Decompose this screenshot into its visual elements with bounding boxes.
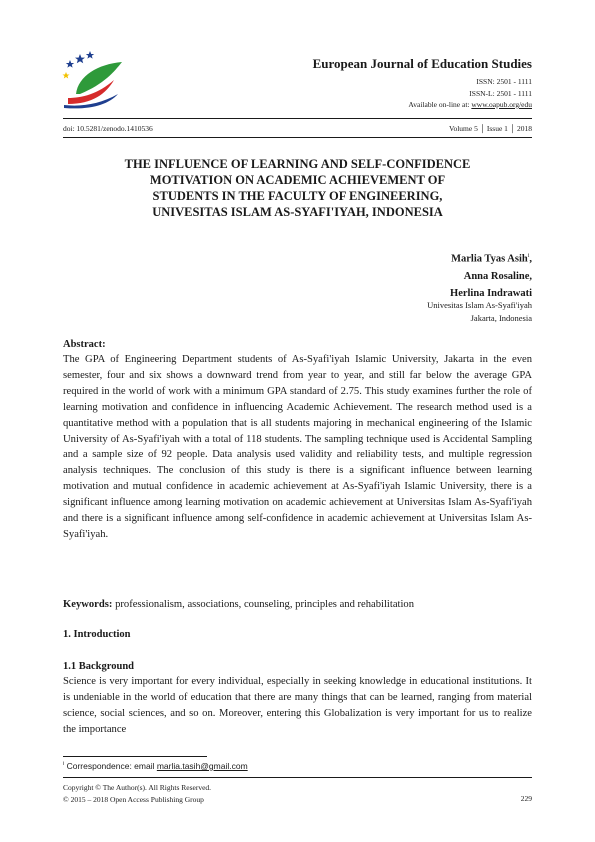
logo-star bbox=[86, 51, 94, 59]
footnote-marker: i bbox=[527, 253, 530, 259]
volume-issue: Volume 5 │ Issue 1 │ 2018 bbox=[449, 124, 532, 133]
footer-rule bbox=[63, 777, 532, 778]
keywords bbox=[63, 597, 532, 612]
meta-rule bbox=[63, 137, 532, 138]
intro-heading: 1. Introduction bbox=[63, 629, 131, 640]
logo-green-leaf bbox=[76, 62, 122, 94]
footnote-rule bbox=[63, 756, 207, 757]
title-line: STUDENTS IN THE FACULTY OF ENGINEERING, bbox=[152, 189, 443, 203]
footer bbox=[63, 782, 532, 806]
footnote-marker: i bbox=[63, 761, 65, 768]
issn-l: ISSN-L: 2501 - 1111 bbox=[469, 88, 532, 98]
title-line: UNIVESITAS ISLAM AS-SYAFI'IYAH, INDONESIA bbox=[152, 205, 443, 219]
author-1 bbox=[450, 248, 532, 268]
title-line: THE INFLUENCE OF LEARNING AND SELF-CONFIDENCE bbox=[124, 157, 471, 171]
author-2: Anna Rosaline, bbox=[463, 270, 532, 282]
footnote bbox=[63, 761, 248, 771]
copyright: Copyright © The Author(s). All Rights Reserved. bbox=[63, 783, 212, 792]
journal-title: European Journal of Education Studies bbox=[312, 56, 532, 71]
affiliation bbox=[427, 299, 532, 325]
online-prefix: Available on-line at: bbox=[408, 100, 472, 109]
online-availability bbox=[313, 99, 532, 111]
author-1-name: Marlia Tyas Asih bbox=[451, 253, 528, 265]
logo-star bbox=[66, 60, 74, 68]
background-text: Science is very important for every individual, especially in seeking knowledge in educational institutions. It is undeniable in the world of education that there are many things that can be learned, ranging from material science, social sciences, and so on. Moreover, entering this Globalization is very important for us to realize the importance bbox=[63, 676, 532, 735]
affiliation-institution: Univesitas Islam As-Syafi'iyah bbox=[427, 300, 532, 310]
logo-star bbox=[63, 72, 70, 79]
logo-star bbox=[75, 54, 85, 63]
title-line: MOTIVATION ON ACADEMIC ACHIEVEMENT OF bbox=[149, 173, 446, 187]
abstract-section bbox=[63, 337, 532, 543]
background-section bbox=[63, 659, 532, 738]
journal-header bbox=[313, 56, 532, 111]
doi: doi: 10.5281/zenodo.1410536 bbox=[63, 124, 153, 133]
article-meta bbox=[63, 124, 532, 133]
footnote-prefix: Correspondence: email bbox=[64, 761, 157, 771]
author-list bbox=[450, 248, 532, 302]
journal-url-link[interactable]: www.oapub.org/edu bbox=[471, 100, 532, 109]
keywords-label: Keywords: bbox=[63, 599, 113, 610]
header-rule bbox=[63, 118, 532, 119]
abstract-text: The GPA of Engineering Department students of As-Syafi'iyah Islamic University, Jakarta in the even semester, four and six shows a downward trend from year to year, and still far below the average GPA required in the world of work with a minimum GPA standard of 2.75. This study examines further the role of learning motivation and confidence in influencing Academic Achievement. The research method used is a quantitative method with a population that is all students majoring in mechanical engineering of the Islamic University of As-Syafi'iyah with a total of 118 students. The sampling technique used is Accidental Sampling and a sample size of 92 people. Data analysis used validity and reliability tests, and multiple regression analysis techniques. The conclusion of this study is there is a significant influence between learning motivation and mutual confidence in academic achievement at As-Syafi'iyah Islamic University, there is a significant influence among learning motivation on academic achievement at Universitas Islam As-Syafi'iyah and there is a significant influence among self-confidence in academic achievement at Universitas Islam As-Syafi'iyah. bbox=[63, 354, 532, 540]
affiliation-location: Jakarta, Indonesia bbox=[470, 313, 532, 323]
author-separator: , bbox=[529, 253, 532, 265]
email-link[interactable]: marlia.tasih@gmail.com bbox=[156, 761, 248, 771]
background-heading: 1.1 Background bbox=[63, 661, 134, 672]
issn: ISSN: 2501 - 1111 bbox=[476, 77, 532, 86]
journal-logo bbox=[58, 50, 126, 110]
page-number: 229 bbox=[520, 794, 532, 803]
author-3: Herlina Indrawati bbox=[450, 287, 532, 299]
paper-title bbox=[63, 156, 532, 220]
publisher: © 2015 – 2018 Open Access Publishing Group bbox=[63, 795, 204, 804]
abstract-heading: Abstract: bbox=[63, 339, 106, 350]
keywords-text: professionalism, associations, counseling, principles and rehabilitation bbox=[112, 599, 415, 610]
